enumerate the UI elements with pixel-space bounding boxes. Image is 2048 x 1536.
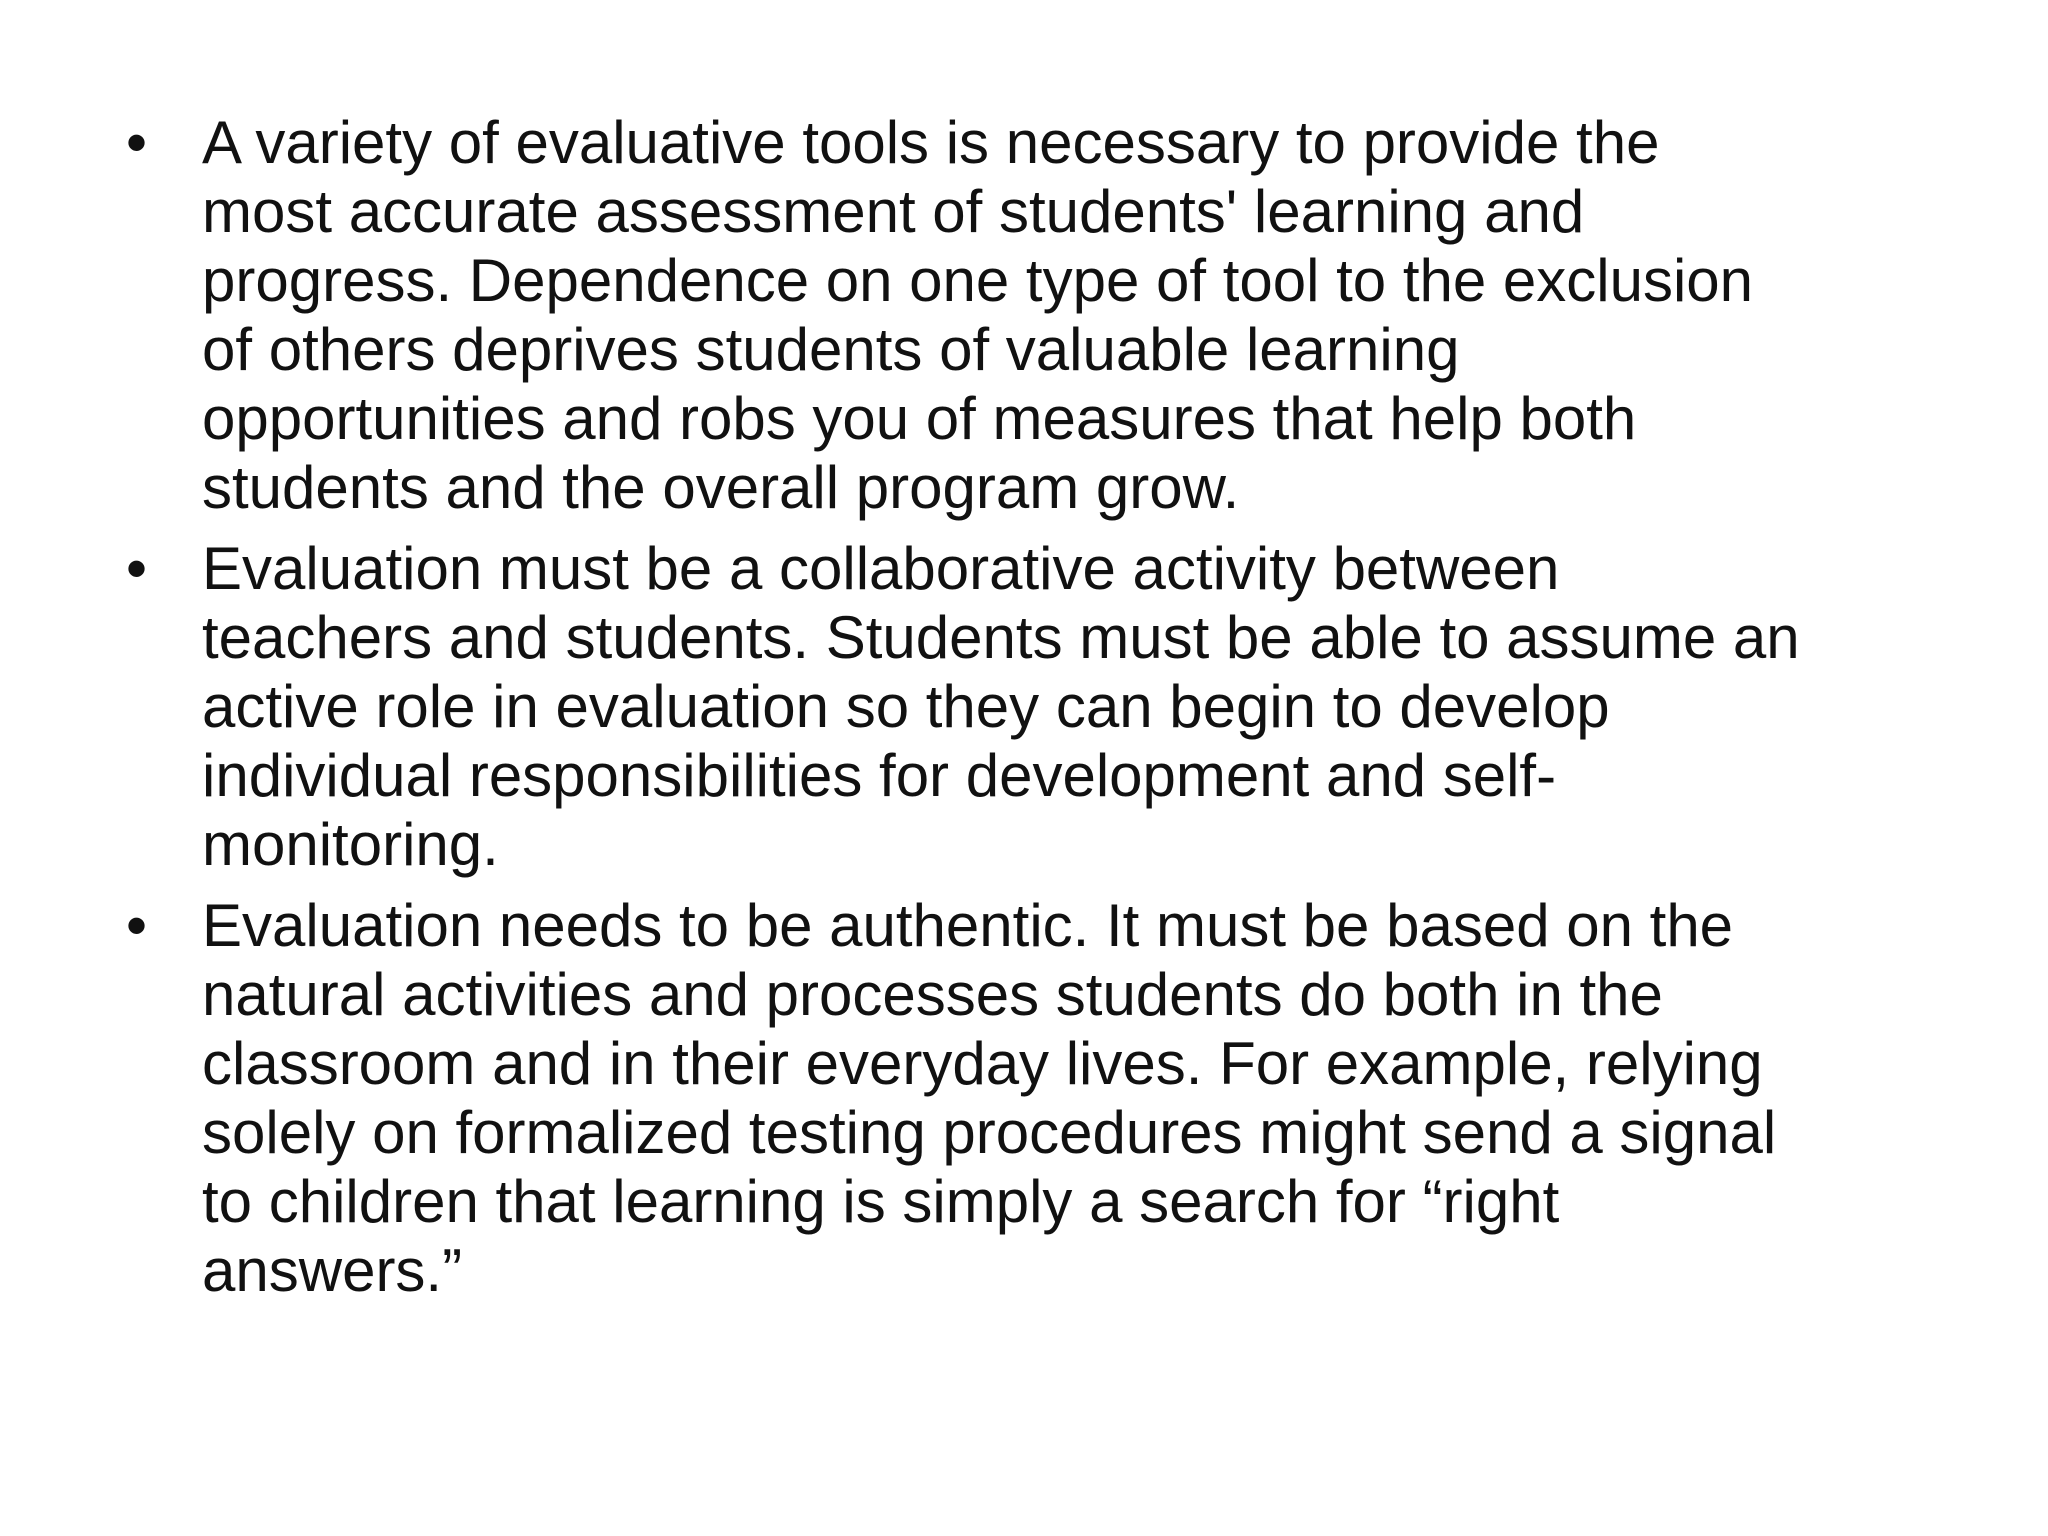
bullet-text: A variety of evaluative tools is necessary to provide the most accurate assessment of students' learning and progress. Dependence on one type of tool to the exclusion of others deprives students of valuable learning opportunities and robs you of measures that help both students and the overall program grow. bbox=[202, 109, 1754, 521]
bullet-item-authentic bbox=[120, 891, 1950, 1305]
bullet-text: Evaluation needs to be authentic. It must be based on the natural activities and processes students do both in the classroom and in their everyday lives. For example, relying solely on formalized testing procedures might send a signal to children that learning is simply a search for “right answers.” bbox=[202, 892, 1777, 1304]
bullet-list bbox=[120, 108, 1950, 1317]
bullet-text: Evaluation must be a collaborative activity between teachers and students. Students must be able to assume an active role in evaluation so they can begin to develop individual responsibilities for development and self- monitoring. bbox=[202, 535, 1800, 878]
bullet-icon: • bbox=[126, 109, 148, 176]
bullet-icon: • bbox=[126, 892, 148, 959]
bullet-item-collaboration bbox=[120, 534, 1950, 879]
bullet-icon: • bbox=[126, 535, 148, 602]
bullet-item-tools bbox=[120, 108, 1950, 522]
